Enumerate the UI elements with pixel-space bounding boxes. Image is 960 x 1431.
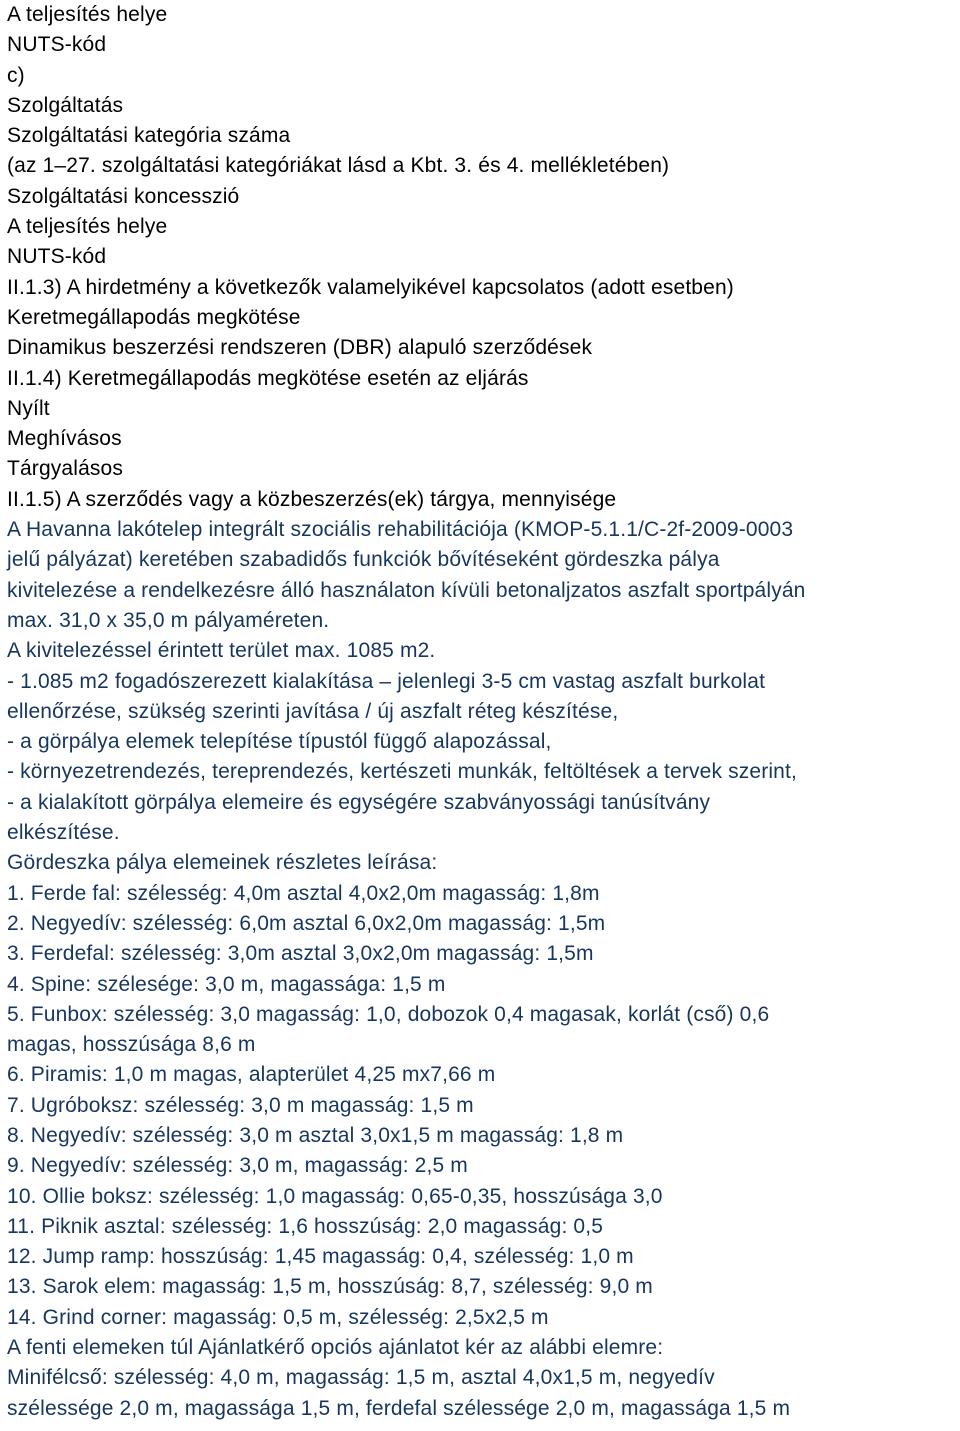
list-item: 8. Negyedív: szélesség: 3,0 m asztal 3,0x1,5 m magasság: 1,8 m — [7, 1123, 624, 1147]
body-line: - 1.085 m2 fogadószerezett kialakítása – jelenlegi 3-5 cm vastag aszfalt burkolat — [7, 669, 766, 693]
body-line: Minifélcső: szélesség: 4,0 m, magasság: 1,5 m, asztal 4,0x1,5 m, negyedív — [7, 1366, 715, 1390]
body-line: szélessége 2,0 m, magassága 1,5 m, ferdefal szélessége 2,0 m, magassága 1,5 m — [7, 1396, 791, 1420]
list-item: 5. Funbox: szélesség: 3,0 magasság: 1,0, dobozok 0,4 magasak, korlát (cső) 0,6 — [7, 1002, 770, 1026]
text-line: c) — [7, 63, 25, 87]
text-line: Szolgáltatás — [7, 93, 124, 117]
document-page — [7, 0, 957, 1424]
list-item: 4. Spine: szélesége: 3,0 m, magassága: 1,5 m — [7, 972, 446, 996]
text-line: Szolgáltatási koncesszió — [7, 184, 240, 208]
list-item: 14. Grind corner: magasság: 0,5 m, szélesség: 2,5x2,5 m — [7, 1305, 549, 1329]
body-line: - környezetrendezés, tereprendezés, kertészeti munkák, feltöltések a tervek szerint, — [7, 760, 797, 784]
body-line: max. 31,0 x 35,0 m pályaméreten. — [7, 608, 330, 632]
list-item: 13. Sarok elem: magasság: 1,5 m, hosszúság: 8,7, szélesség: 9,0 m — [7, 1275, 653, 1299]
text-line: NUTS-kód — [7, 33, 107, 57]
body-line: - a görpálya elemek telepítése típustól függő alapozással, — [7, 730, 552, 754]
list-item: 11. Piknik asztal: szélesség: 1,6 hosszúság: 2,0 magasság: 0,5 — [7, 1214, 604, 1238]
list-item: 6. Piramis: 1,0 m magas, alapterület 4,25 mx7,66 m — [7, 1063, 496, 1087]
body-line: elkészítése. — [7, 821, 120, 845]
text-line: Nyílt — [7, 396, 50, 420]
text-line: A teljesítés helye — [7, 3, 168, 26]
text-line: Dinamikus beszerzési rendszeren (DBR) alapuló szerződések — [7, 336, 593, 360]
body-line: - a kialakított görpálya elemeire és egységére szabványossági tanúsítvány — [7, 790, 711, 814]
text-line: Keretmegállapodás megkötése — [7, 305, 301, 329]
list-item: 7. Ugróboksz: szélesség: 3,0 m magasság: 1,5 m — [7, 1093, 474, 1117]
list-item: 12. Jump ramp: hosszúság: 1,45 magasság: 0,4, szélesség: 1,0 m — [7, 1245, 634, 1269]
section-heading: II.1.3) A hirdetmény a következők valamelyikével kapcsolatos (adott esetben) — [7, 275, 734, 299]
body-line: ellenőrzése, szükség szerinti javítása / új aszfalt réteg készítése, — [7, 699, 619, 723]
list-item: 1. Ferde fal: szélesség: 4,0m asztal 4,0x2,0m magasság: 1,8m — [7, 881, 600, 905]
list-item: 9. Negyedív: szélesség: 3,0 m, magasság: 2,5 m — [7, 1154, 468, 1178]
section-heading: II.1.4) Keretmegállapodás megkötése esetén az eljárás — [7, 366, 529, 390]
body-line: jelű pályázat) keretében szabadidős funkciók bővítéseként gördeszka pálya — [7, 548, 720, 572]
text-line: A teljesítés helye — [7, 215, 168, 239]
text-line: NUTS-kód — [7, 245, 107, 269]
list-item: 2. Negyedív: szélesség: 6,0m asztal 6,0x2,0m magasság: 1,5m — [7, 911, 606, 935]
body-line: A kivitelezéssel érintett terület max. 1085 m2. — [7, 639, 436, 663]
text-line: Szolgáltatási kategória száma — [7, 124, 291, 148]
text-line: Tárgyalásos — [7, 457, 124, 481]
body-line: kivitelezése a rendelkezésre álló használaton kívüli betonaljzatos aszfalt sportpályán — [7, 578, 806, 602]
list-item-continuation: magas, hosszúsága 8,6 m — [7, 1033, 256, 1057]
text-line: Meghívásos — [7, 427, 122, 451]
section-heading: II.1.5) A szerződés vagy a közbeszerzés(ek) tárgya, mennyisége — [7, 487, 617, 511]
body-line: A fenti elemeken túl Ajánlatkérő opciós ajánlatot kér az alábbi elemre: — [7, 1336, 664, 1360]
list-heading: Gördeszka pálya elemeinek részletes leírása: — [7, 851, 438, 875]
text-line: (az 1–27. szolgáltatási kategóriákat lásd a Kbt. 3. és 4. mellékletében) — [7, 154, 670, 178]
body-line: A Havanna lakótelep integrált szociális rehabilitációja (KMOP-5.1.1/C-2f-2009-0003 — [7, 518, 794, 542]
list-item: 10. Ollie boksz: szélesség: 1,0 magasság: 0,65-0,35, hosszúsága 3,0 — [7, 1184, 663, 1208]
list-item: 3. Ferdefal: szélesség: 3,0m asztal 3,0x2,0m magasság: 1,5m — [7, 942, 594, 966]
